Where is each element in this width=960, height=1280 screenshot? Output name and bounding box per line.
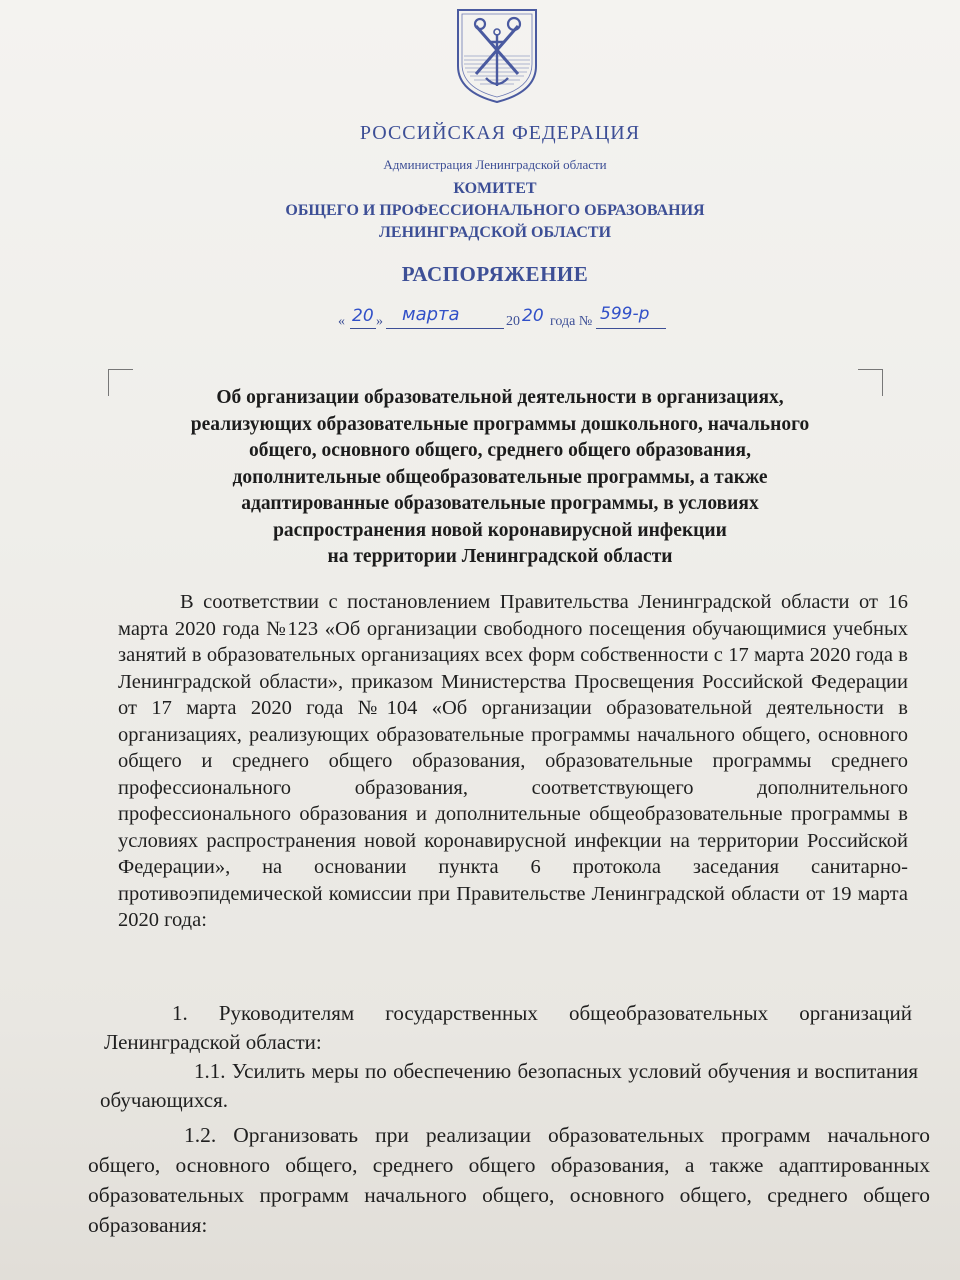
item-1-1: 1.1. Усилить меры по обеспечению безопасных условий обучения и воспитания обучающихся. (100, 1059, 918, 1112)
title-bracket-right (858, 369, 883, 396)
handwritten-month: марта (402, 304, 460, 325)
year-word: года № (550, 314, 593, 329)
year-prefix: 20 (506, 314, 520, 329)
committee-line: ОБЩЕГО И ПРОФЕССИОНАЛЬНОГО ОБРАЗОВАНИЯ (285, 202, 705, 219)
title-bracket-left (108, 369, 133, 396)
administration-name: Администрация Ленинградской области (383, 157, 607, 172)
document-type: РАСПОРЯЖЕНИЕ (401, 262, 589, 286)
committee-name (0, 178, 960, 244)
date-close-quote: » (376, 314, 383, 329)
committee-line: КОМИТЕТ (453, 180, 537, 197)
title-line: адаптированные образовательные программы, в условиях (241, 493, 759, 514)
country-name: РОССИЙСКАЯ ФЕДЕРАЦИЯ (359, 122, 641, 144)
title-line: общего, основного общего, среднего общего образования, (249, 440, 751, 461)
committee-line: ЛЕНИНГРАДСКОЙ ОБЛАСТИ (378, 224, 612, 241)
preamble-paragraph: В соответствии с постановлением Правительства Ленинградской области от 16 марта 2020 года №123 «Об организации свободного посещения обучающимися учебных занятий в образовательных организациях всех форм собственности с 17 марта 2020 года в Ленинградской области», приказом Министерства Просвещения Российской Федерации от 17 марта 2020 года №104 «Об организации образовательной деятельности в организациях, реализующих образовательные программы начального общего, основного общего и среднего общего образования, образовательные программы среднего профессионального образования, соответствующего дополнительного профессионального образования и дополнительные общеобразовательные программы в условиях распространения новой коронавирусной инфекции на территории Российской Федерации», на основании пункта 6 протокола заседания санитарно-противоэпидемической комиссии при Правительстве Ленинградской области от 19 марта 2020 года: (118, 591, 908, 931)
coat-of-arms-icon (452, 4, 542, 104)
title-line: распространения новой коронавирусной инфекции (273, 519, 727, 541)
title-line: на территории Ленинградской области (327, 546, 673, 567)
title-line: реализующих образовательные программы дошкольного, начального (190, 413, 810, 435)
date-number-line (338, 306, 668, 336)
title-line: Об организации образовательной деятельности в организациях, (216, 387, 784, 408)
month-underline (386, 328, 504, 329)
handwritten-number: 599-р (600, 304, 650, 324)
handwritten-day: 20 (352, 306, 374, 326)
title-line: дополнительные общеобразовательные программы, а также (232, 466, 768, 488)
day-underline (350, 328, 376, 329)
handwritten-year: 20 (522, 306, 544, 326)
item-1-2: 1.2. Организовать при реализации образовательных программ начального общего, основного общего, среднего общего образования, а также адаптированных образовательных программ начального общего, основного общего, среднего общего образования: (88, 1123, 930, 1237)
date-open-quote: « (338, 314, 345, 329)
document-title (140, 385, 860, 571)
item-1: 1. Руководителям государственных общеобразовательных организаций Ленинградской области: (104, 1001, 912, 1054)
number-underline (596, 328, 666, 329)
